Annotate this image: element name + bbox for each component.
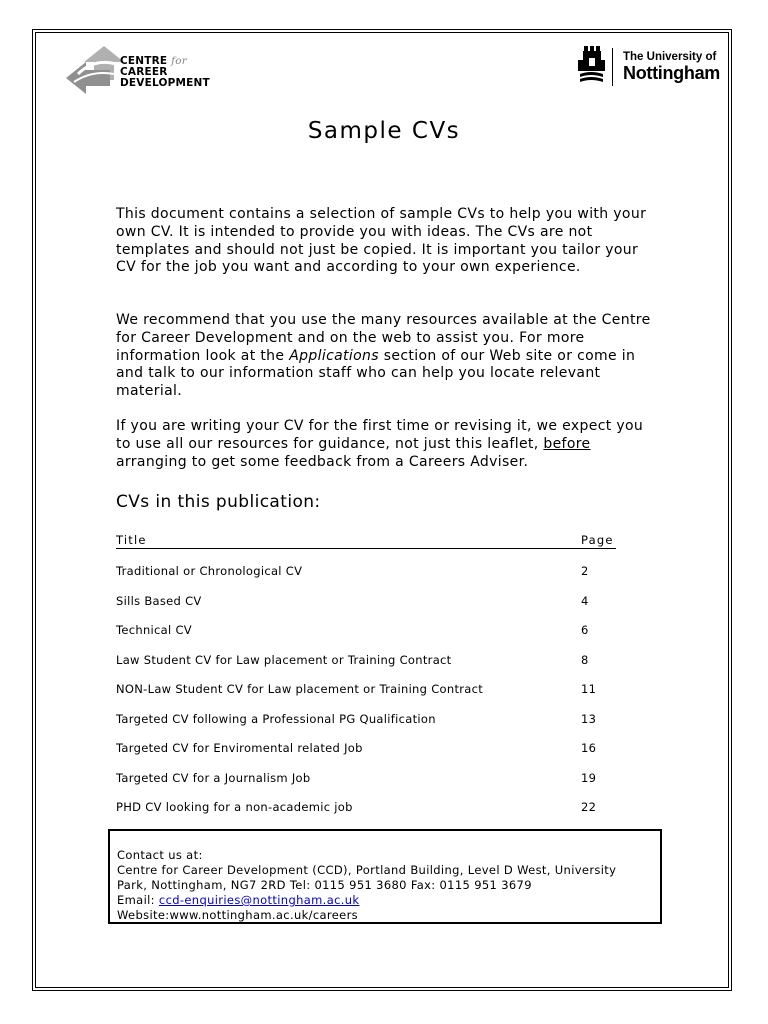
- toc-row-title: Technical CV: [116, 623, 192, 637]
- applications-emphasis: Applications: [289, 347, 379, 364]
- contact-email-link[interactable]: ccd-enquiries@nottingham.ac.uk: [158, 893, 360, 907]
- contact-website: Website:www.nottingham.ac.uk/careers: [117, 908, 359, 922]
- uon-logo-line2: Nottingham: [623, 63, 720, 83]
- toc-row: [116, 771, 616, 787]
- document-title: Sample CVs: [307, 118, 461, 144]
- intro-paragraph-2-start: We recommend that you use the many resources available at the Centre for Career Development and on the web to assist you. For more information look at the: [116, 312, 651, 364]
- toc-row-title: Law Student CV for Law placement or Training Contract: [116, 652, 452, 667]
- contact-email-row: [117, 893, 660, 908]
- intro-paragraph-2: [116, 312, 656, 401]
- uon-logo: [576, 46, 726, 90]
- toc-row: [116, 712, 616, 728]
- contact-heading: Contact us at:: [117, 848, 203, 862]
- toc-row-title: PHD CV looking for a non-academic job: [116, 800, 353, 814]
- intro-paragraph-2-end: section of our Web site or come in and talk to our information staff who can help you locate relevant material.: [116, 347, 636, 400]
- ccd-logo: [64, 44, 224, 96]
- contact-box: [108, 829, 662, 924]
- ccd-logo-line3: DEVELOPMENT: [120, 77, 210, 89]
- toc-row-page: 19: [581, 770, 597, 785]
- toc-row: [116, 564, 616, 580]
- toc-row: [116, 800, 616, 816]
- toc-row: [116, 741, 616, 757]
- toc-row: [116, 594, 616, 610]
- toc-row-title: Targeted CV for a Journalism Job: [116, 770, 311, 785]
- toc-table: [116, 532, 616, 814]
- toc-row-title: Targeted CV for Enviromental related Job: [116, 741, 363, 755]
- toc-row-page: 6: [581, 623, 589, 637]
- toc-row-page: 4: [581, 593, 589, 608]
- uon-logo-divider: [612, 48, 613, 86]
- toc-row: [116, 653, 616, 669]
- castle-crest-icon: [576, 46, 606, 86]
- contact-email-label: Email:: [117, 893, 159, 907]
- toc-header-page: Page: [581, 533, 614, 547]
- ccd-logo-line1: CENTRE: [120, 55, 168, 67]
- ccd-logo-line2: CAREER: [120, 66, 168, 78]
- intro-paragraph-1: This document contains a selection of sample CVs to help you with your own CV. It is intended to provide you with ideas. The CVs are not templates and should not just be copied. It is important you tailor your CV for the job you want and according to your own experience.: [116, 206, 647, 276]
- contact-address-line1: Centre for Career Development (CCD), Portland Building, Level D West, University: [117, 863, 617, 877]
- toc-row-page: 2: [581, 564, 589, 578]
- toc-row-page: 11: [581, 682, 597, 696]
- toc-row-title: Sills Based CV: [116, 593, 202, 608]
- toc-row: [116, 682, 616, 698]
- intro-paragraph-3-end: arranging to get some feedback from a Careers Adviser.: [116, 453, 529, 470]
- toc-row-page: 13: [581, 711, 597, 726]
- toc-row-page: 8: [581, 652, 589, 667]
- before-emphasis: before: [543, 435, 591, 452]
- toc-row: [116, 623, 616, 639]
- contact-address-line2: Park, Nottingham, NG7 2RD Tel: 0115 951 3680 Fax: 0115 951 3679: [117, 878, 532, 892]
- toc-header-title: Title: [116, 533, 147, 547]
- ccd-logo-text: [120, 56, 210, 89]
- intro-paragraph-3-start: If you are writing your CV for the first time or revising it, we expect you to use all our resources for guidance, not just this leaflet,: [116, 418, 644, 452]
- toc-header-row: [116, 532, 616, 549]
- toc-heading: CVs in this publication:: [116, 492, 321, 512]
- toc-row-title: NON-Law Student CV for Law placement or Training Contract: [116, 682, 484, 696]
- uon-logo-line1: The University of: [623, 51, 717, 63]
- toc-row-title: Targeted CV following a Professional PG Qualification: [116, 711, 436, 726]
- toc-row-page: 16: [581, 741, 597, 755]
- ccd-logo-for: for: [171, 55, 187, 67]
- toc-row-title: Traditional or Chronological CV: [116, 564, 303, 578]
- toc-row-page: 22: [581, 800, 597, 814]
- intro-paragraph-3: [116, 418, 656, 471]
